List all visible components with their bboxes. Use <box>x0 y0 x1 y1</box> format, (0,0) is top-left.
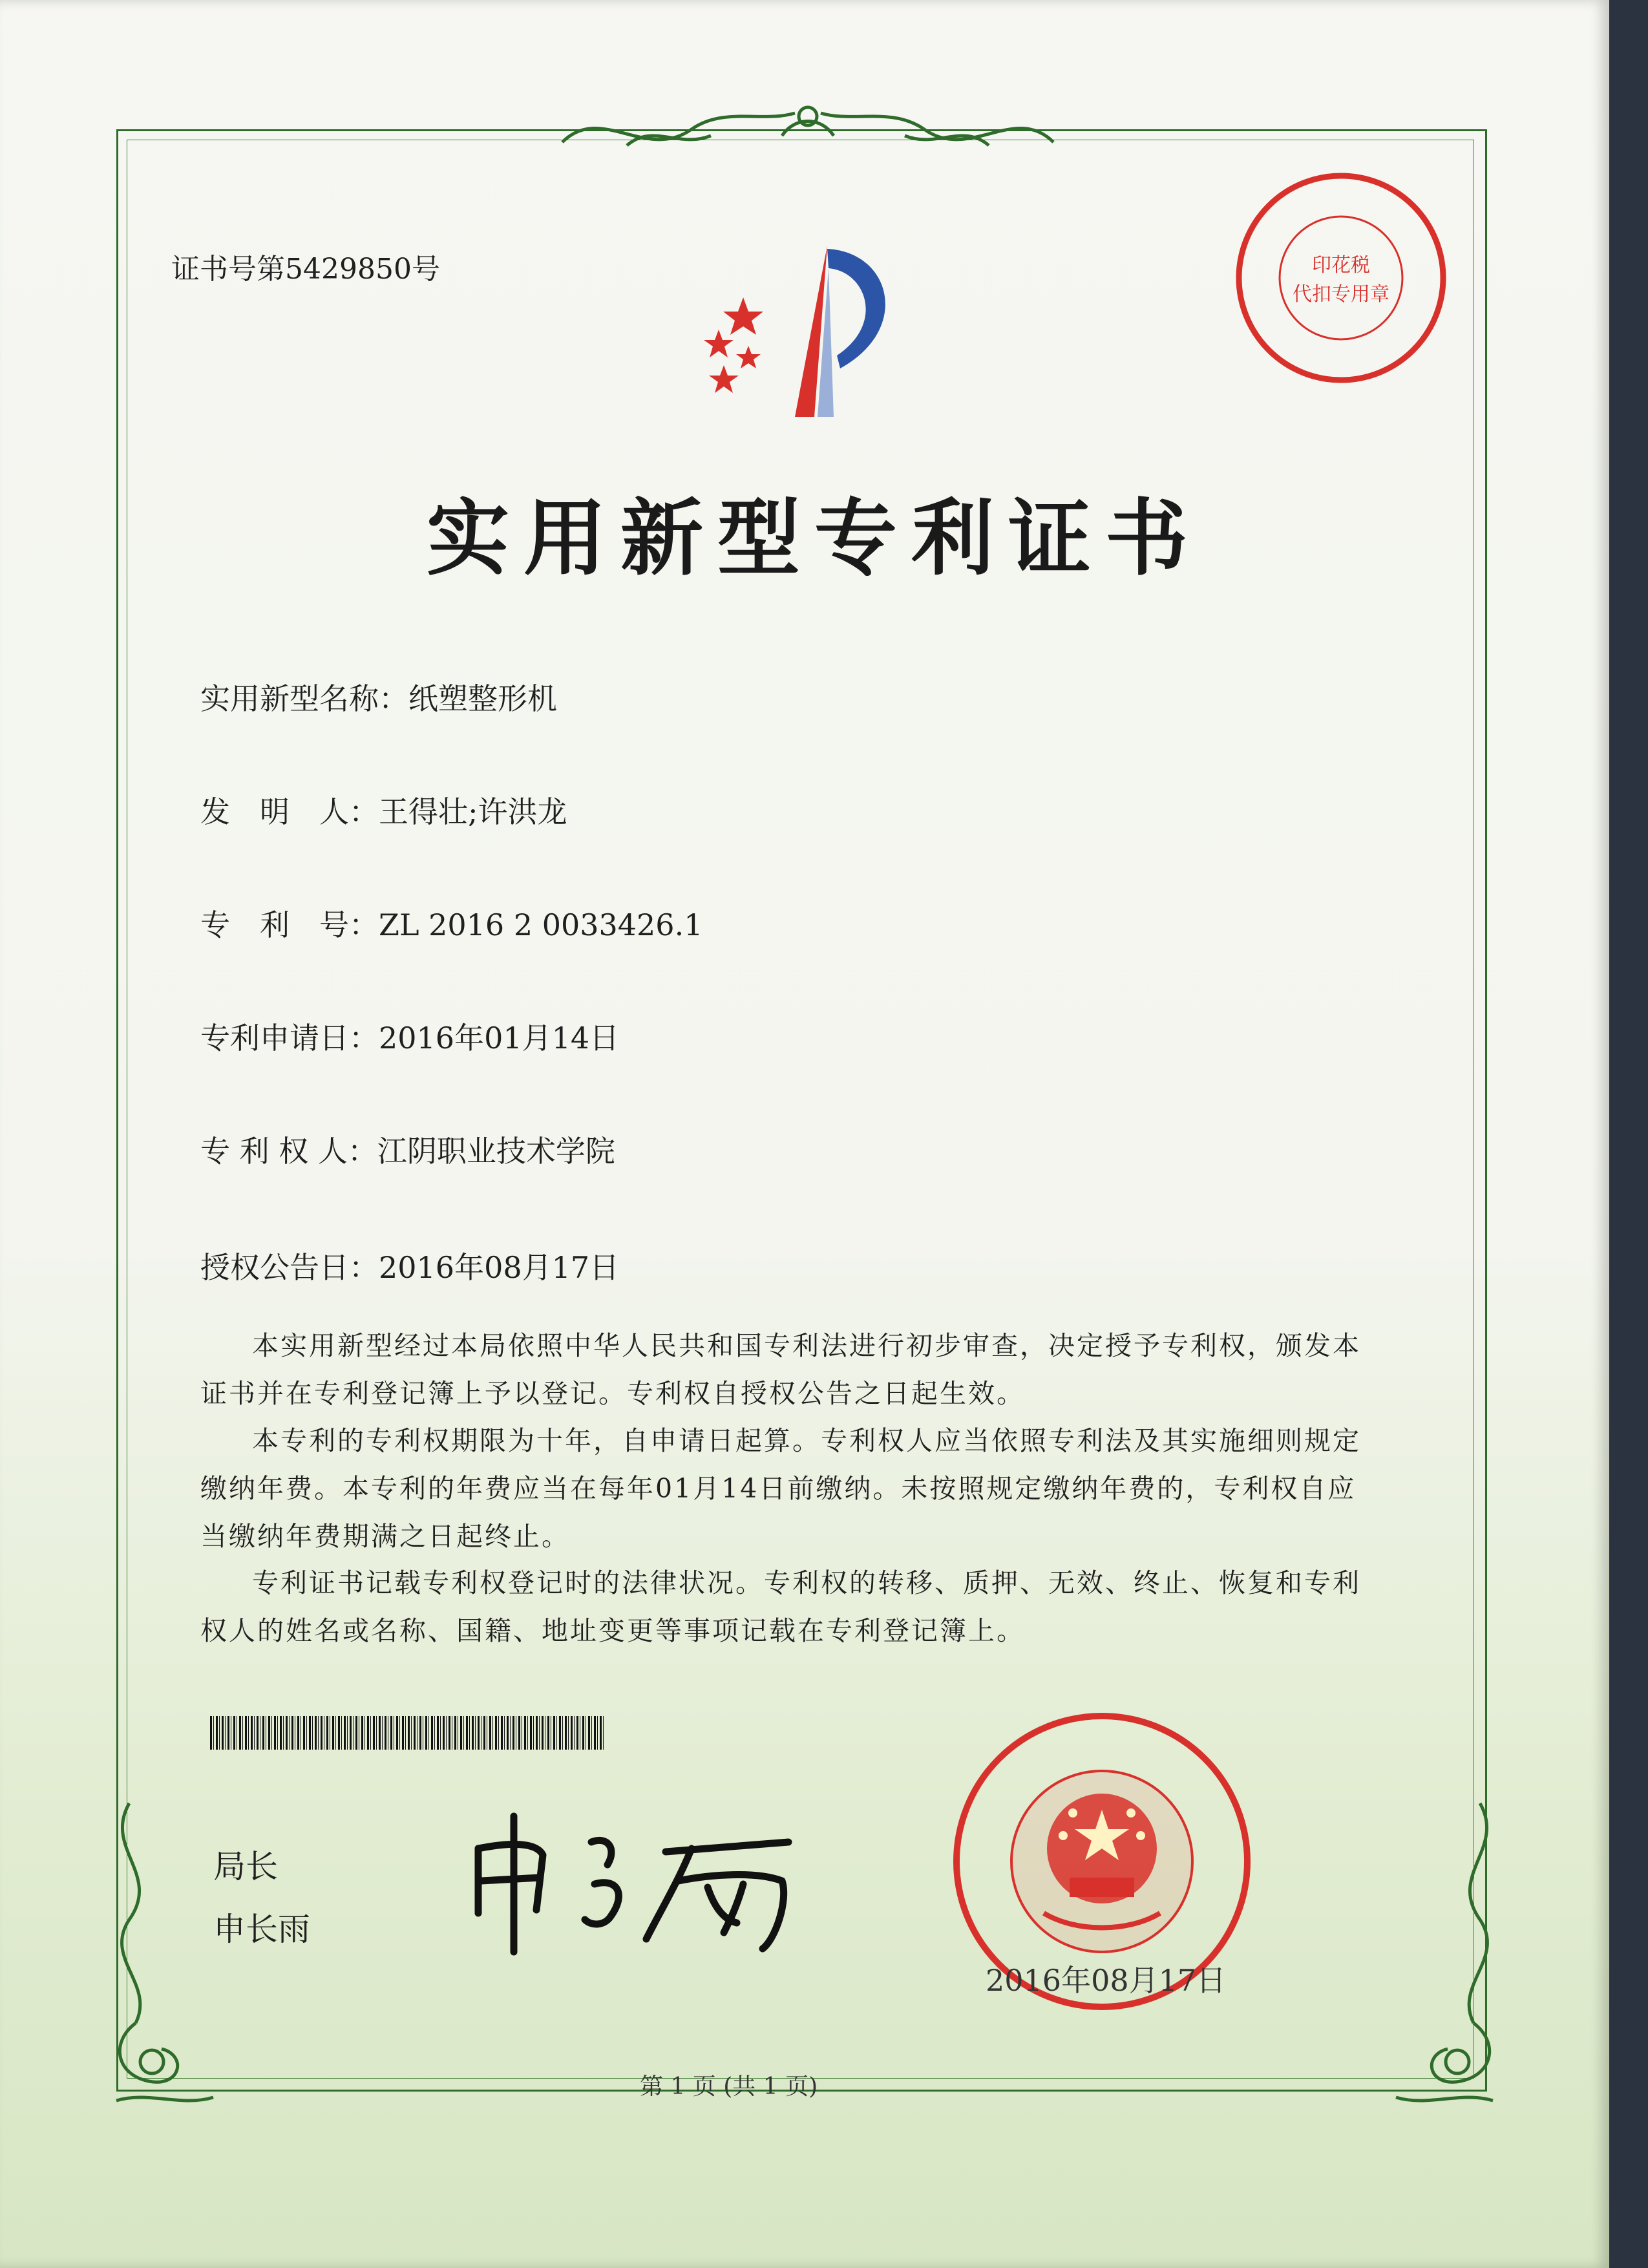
patent-office-logo <box>679 233 924 427</box>
barcode <box>210 1716 604 1750</box>
field-label: 专 利 权 人： <box>200 1134 377 1169</box>
signatory-name: 申长雨 <box>213 1911 310 1948</box>
paragraph-term-and-fees: 本专利的专利权期限为十年，自申请日起算。专利权人应当依照专利法及其实施细则规定缴纳年费。本专利的年费应当在每年01月14日前缴纳。未按照规定缴纳年费的，专利权自应当缴纳年费期满之日起终止。 <box>200 1425 1361 1552</box>
top-ornament <box>549 97 1066 168</box>
certificate-number: 证书号第5429850号 <box>171 253 440 286</box>
field-grant-announcement-date <box>200 1244 619 1287</box>
bottom-left-ornament <box>90 1797 220 2120</box>
field-label: 专利申请日： <box>200 1021 379 1055</box>
field-label: 授权公告日： <box>200 1250 379 1285</box>
field-label: 专 利 号： <box>200 907 379 942</box>
page-number: 第 1 页 (共 1 页) <box>640 2073 818 2100</box>
field-value: 王得壮;许洪龙 <box>379 794 567 829</box>
signatory-title: 局长 <box>213 1848 278 1885</box>
paragraph-legal-status: 专利证书记载专利权登记时的法律状况。专利权的转移、质押、无效、终止、恢复和专利权人的姓名或名称、国籍、地址变更等事项记载在专利登记簿上。 <box>200 1567 1361 1646</box>
field-inventors <box>200 789 567 831</box>
certificate-title: 实用新型专利证书 <box>427 490 1203 587</box>
field-value: ZL 2016 2 0033426.1 <box>379 907 703 942</box>
field-value: 江阴职业技术学院 <box>377 1134 615 1169</box>
bottom-right-ornament <box>1389 1797 1519 2120</box>
tax-stamp-seal <box>1231 168 1451 388</box>
seal-date: 2016年08月17日 <box>986 1963 1227 1998</box>
border-frame-inner <box>127 140 1474 2079</box>
field-application-date <box>200 1015 619 1057</box>
field-value: 纸塑整形机 <box>408 681 557 716</box>
field-label: 发 明 人： <box>200 794 379 829</box>
handwritten-signature <box>452 1803 814 1958</box>
tax-stamp-center-line2: 代扣专用章 <box>1293 283 1389 306</box>
tax-stamp-center-line1: 印花税 <box>1312 254 1370 277</box>
field-value: 2016年08月17日 <box>379 1250 620 1285</box>
field-patentee <box>200 1128 615 1171</box>
field-utility-model-name <box>200 675 557 718</box>
paragraph-grant-statement: 本实用新型经过本局依照中华人民共和国专利法进行初步审查，决定授予专利权，颁发本证书并在专利登记簿上予以登记。专利权自授权公告之日起生效。 <box>200 1330 1361 1409</box>
field-patent-number <box>200 902 703 944</box>
field-value: 2016年01月14日 <box>379 1021 620 1055</box>
field-label: 实用新型名称： <box>200 681 408 716</box>
